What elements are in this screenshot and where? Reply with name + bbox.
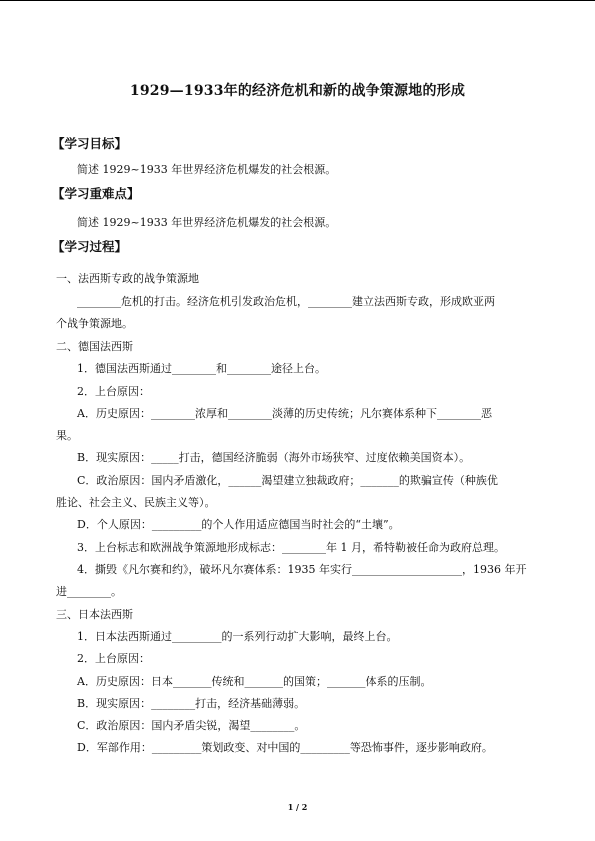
section-2-item-d: D．个人原因：_________的个人作用适应德国当时社会的“土壤”。 <box>77 518 400 531</box>
section-3-heading: 三、日本法西斯 <box>56 608 133 621</box>
section-3-item-b: B．现实原因：________打击，经济基础薄弱。 <box>77 697 306 710</box>
section-2-item-c-line-2: 胜论、社会主义、民族主义等）。 <box>56 496 216 509</box>
section-1-line-2: 个战争策源地。 <box>56 317 133 330</box>
section-2-item-c-line-1: C．政治原因：国内矛盾激化，______渴望建立独裁政府；_______的欺骗宣传（种族优 <box>77 474 498 487</box>
section-2-item-a-line-2: 果。 <box>56 429 78 442</box>
section-1-heading: 一、法西斯专政的战争策源地 <box>56 272 199 285</box>
page-number: 1 / 2 <box>287 802 308 812</box>
page-top-border <box>0 0 595 1</box>
section-2-item-a-line-1: A．历史原因：________浓厚和________淡薄的历史传统；凡尔赛体系种下________恶 <box>77 407 492 420</box>
page-title: 1929—1933年的经济危机和新的战争策源地的形成 <box>129 83 466 99</box>
section-2-heading: 二、德国法西斯 <box>56 340 133 353</box>
section-3-item-1: 1．日本法西斯通过_________的一系列行动扩大影响，最终上台。 <box>77 630 398 643</box>
section-2-item-1: 1．德国法西斯通过________和________途径上台。 <box>77 362 326 375</box>
section-3-item-a: A．历史原因：日本_______传统和_______的国策；_______体系的压制。 <box>77 675 432 688</box>
section-3-item-2: 2．上台原因： <box>77 652 150 665</box>
section-1-line-1: ________危机的打击。经济危机引发政治危机，________建立法西斯专政，形成欧亚两 <box>77 295 495 308</box>
heading-learning-process: 【学习过程】 <box>52 239 128 254</box>
heading-learning-goal: 【学习目标】 <box>52 136 128 151</box>
learning-goal-text: 简述 1929~1933 年世界经济危机爆发的社会根源。 <box>77 163 337 176</box>
section-2-item-4-line-2: 进________。 <box>56 585 122 598</box>
section-3-item-c: C．政治原因：国内矛盾尖锐，渴望________。 <box>77 719 306 732</box>
section-2-item-2: 2．上台原因： <box>77 385 150 398</box>
heading-key-difficulty: 【学习重难点】 <box>52 186 140 201</box>
section-2-item-b: B．现实原因：_____打击，德国经济脆弱（海外市场狭窄、过度依赖美国资本）。 <box>77 451 471 464</box>
section-2-item-4-line-1: 4．撕毁《凡尔赛和约》，破坏凡尔赛体系：1935 年实行____________________，1936 年开 <box>77 563 527 576</box>
key-difficulty-text: 简述 1929~1933 年世界经济危机爆发的社会根源。 <box>77 216 337 229</box>
section-3-item-d: D．军部作用：_________策划政变、对中国的_________等恐怖事件，逐步影响政府。 <box>77 741 493 754</box>
section-2-item-3: 3．上台标志和欧洲战争策源地形成标志：________年 1 月，希特勒被任命为政府总理。 <box>77 541 505 554</box>
